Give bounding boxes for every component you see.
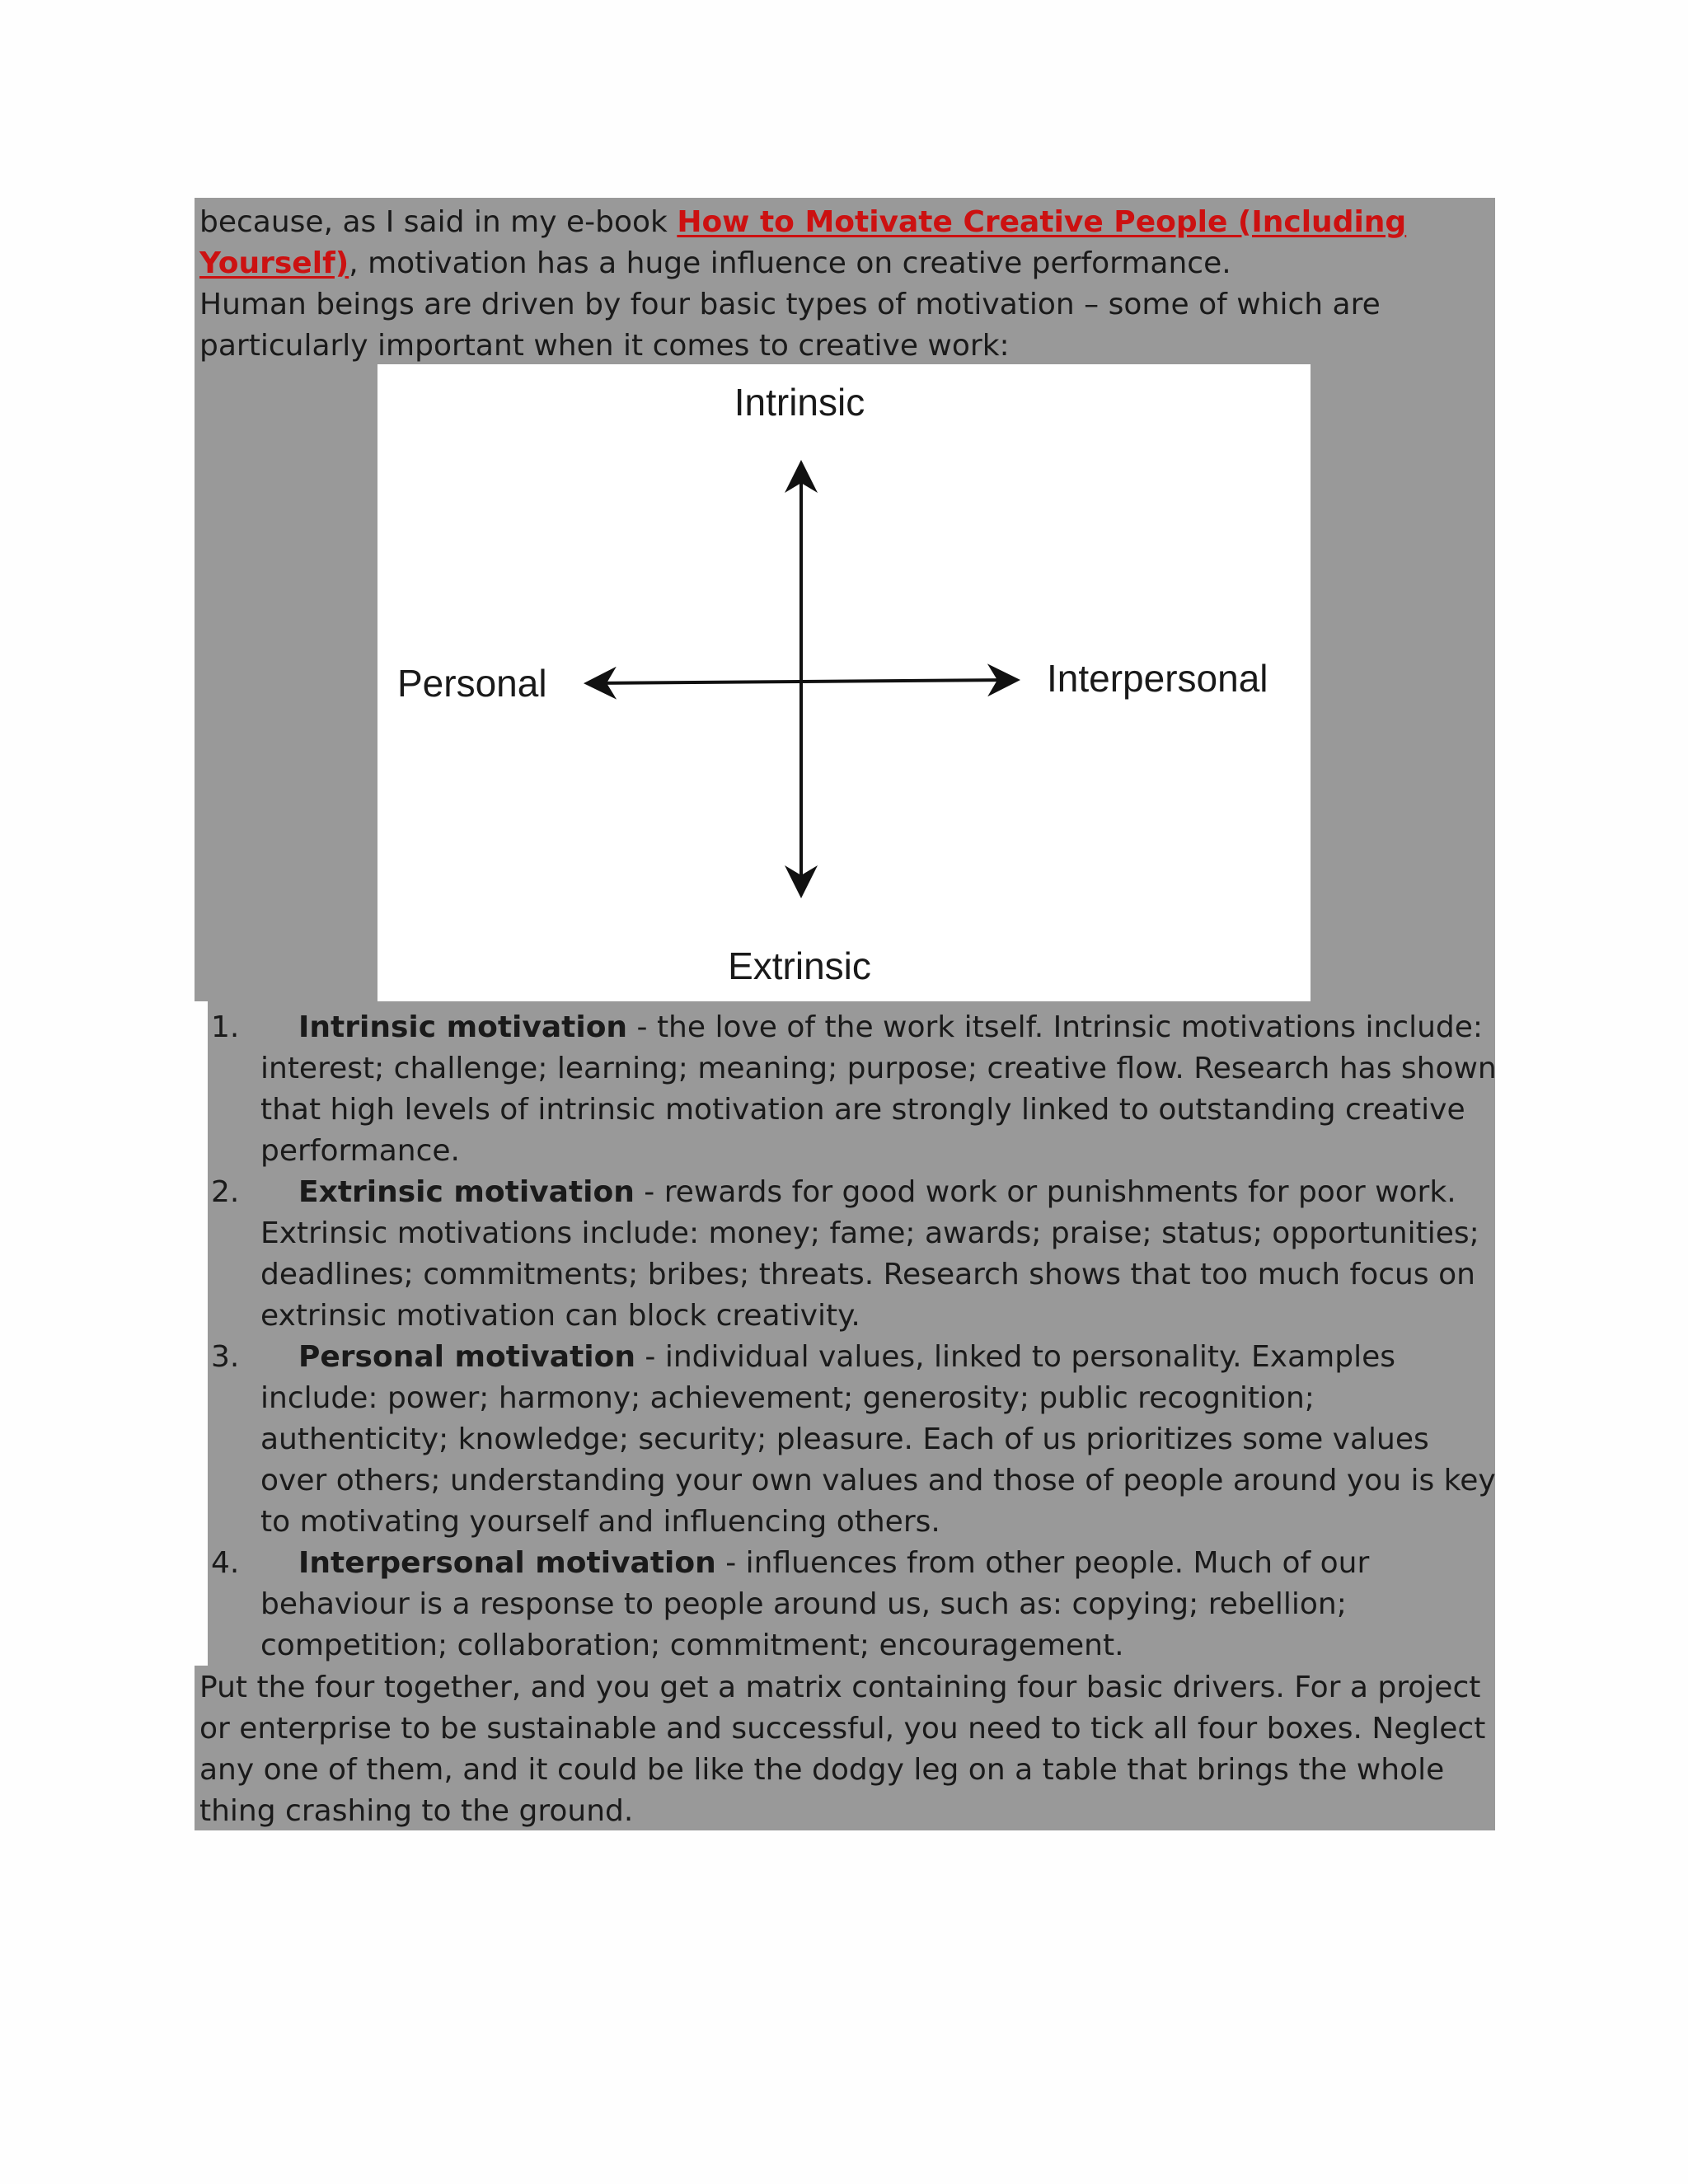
list-item — [199, 1337, 1502, 1543]
ebook-link[interactable]: How to Motivate Creative People (Including Yourself) — [199, 205, 1407, 280]
list-item-number: 1. — [211, 1010, 240, 1044]
list-item-number: 3. — [211, 1340, 240, 1374]
list-item-text: - individual values, linked to personality. Examples include: power; harmony; achievement; generosity; public recognition; authenticity; knowledge; security; pleasure. Each of us prioritizes some values over others; understanding your own values and those of people around you is key to motivating yourself and influencing others. — [260, 1340, 1496, 1539]
extrinsic-label: Extrinsic — [728, 944, 871, 987]
intro-paragraph-1 — [199, 202, 1493, 284]
list-item — [199, 1172, 1502, 1337]
list-item-text: - the love of the work itself. Intrinsic motivations include: interest; challenge; learning; meaning; purpose; creative flow. Research has shown that high levels of intrinsic motivation are strongly linked to outstanding creative performance. — [260, 1010, 1497, 1168]
intro-text-suffix: , motivation has a huge influence on creative performance. — [349, 246, 1231, 280]
list-item-text: - influences from other people. Much of our behaviour is a response to people around us, such as: copying; rebellion; competition; collaboration; commitment; encouragement. — [260, 1546, 1370, 1662]
list-item-term: Intrinsic motivation — [298, 1010, 628, 1044]
list-item — [199, 1007, 1502, 1172]
personal-label: Personal — [397, 662, 547, 705]
list-item — [199, 1543, 1502, 1666]
intro-section — [199, 202, 1493, 367]
horizontal-axis-left-arrow — [590, 682, 801, 683]
outro-paragraph: Put the four together, and you get a matrix containing four basic drivers. For a project or enterprise to be sustainable and successful, you need to tick all four boxes. Neglect any one of them, and it could be like the dodgy leg on a table that brings the whole thing crashing to the ground. — [199, 1671, 1486, 1828]
list-item-term: Interpersonal motivation — [298, 1546, 716, 1580]
motivation-types-list — [199, 1007, 1502, 1666]
list-item-number: 2. — [211, 1175, 240, 1209]
intrinsic-label: Intrinsic — [734, 381, 865, 424]
horizontal-axis-right-arrow — [801, 680, 1014, 682]
list-item-term: Personal motivation — [298, 1340, 635, 1374]
outro-section — [199, 1667, 1493, 1832]
list-item-text: - rewards for good work or punishments for poor work. Extrinsic motivations include: money; fame; awards; praise; status; opportunities; deadlines; commitments; bribes; threats. Research shows that too much focus on extrinsic motivation can block creativity. — [260, 1175, 1479, 1333]
motivation-matrix-diagram — [377, 364, 1311, 1001]
list-item-number: 4. — [211, 1546, 240, 1580]
intro-text-prefix: because, as I said in my e-book — [199, 205, 678, 239]
intro-paragraph-2: Human beings are driven by four basic types of motivation – some of which are particularly important when it comes to creative work: — [199, 288, 1381, 363]
motivation-matrix-svg — [377, 364, 1311, 1001]
interpersonal-label: Interpersonal — [1047, 657, 1268, 700]
list-item-term: Extrinsic motivation — [298, 1175, 635, 1209]
